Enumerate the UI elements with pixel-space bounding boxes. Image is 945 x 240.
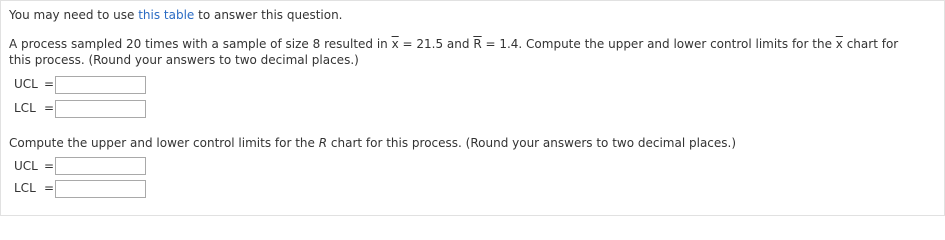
xchart-lcl-equals: = [44,101,55,115]
rbar-symbol: $\overline{R}$ [473,37,482,51]
question1-line2: this process. (Round your answers to two decimal places.) [9,53,359,67]
intro-text-before: You may need to use [9,8,139,22]
question1-text-4: chart for [842,37,899,51]
question1-text-2: = 21.5 and [398,37,474,51]
rchart-lcl-input[interactable] [55,180,146,198]
question1-text-1: A process sampled 20 times with a sample of size 8 resulted in [9,37,392,51]
xchart-ucl-input[interactable] [55,76,146,94]
xchart-ucl-label: UCL [14,77,38,91]
rchart-ucl-equals: = [44,159,55,173]
table-link[interactable]: this table [138,8,195,22]
question1-line1 [9,37,898,52]
question1-text-3: = 1.4. Compute the upper and lower control limits for the [481,37,836,51]
xbar-chart-symbol: $\overline{x}$ [835,37,843,51]
rchart-ucl-input[interactable] [55,157,146,175]
xbar-symbol: $\overline{x}$ [391,37,399,51]
xchart-ucl-equals: = [44,77,55,91]
question2-text-1: Compute the upper and lower control limits for the [9,136,319,150]
xchart-lcl-label: LCL [14,101,36,115]
rchart-lcl-label: LCL [14,181,36,195]
question2-line [9,136,736,151]
xchart-lcl-input[interactable] [55,100,146,118]
question2-text-2: chart for this process. (Round your answers to two decimal places.) [327,136,737,150]
intro-line [9,8,343,23]
r-symbol: R [318,136,328,150]
intro-text-after: to answer this question. [194,8,343,22]
rchart-ucl-label: UCL [14,159,38,173]
rchart-lcl-equals: = [44,181,55,195]
